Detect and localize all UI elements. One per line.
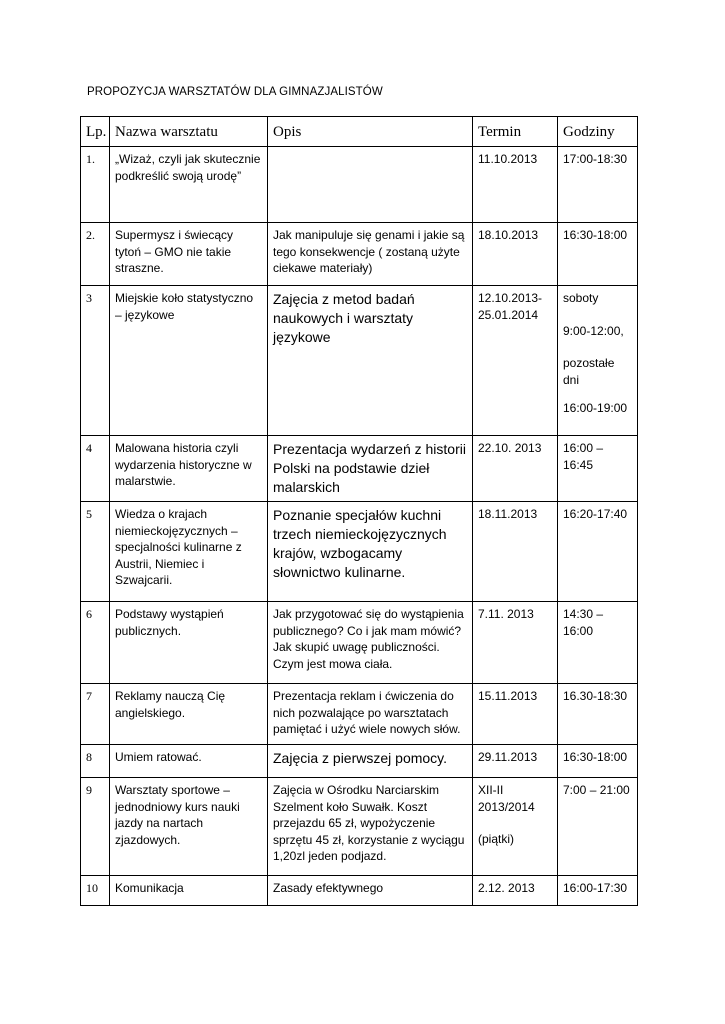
workshops-table — [80, 116, 638, 906]
workshop-hours: 14:30 – 16:00 — [558, 602, 638, 684]
workshop-description — [268, 436, 473, 502]
date-line: (piątki) — [478, 832, 515, 846]
date-line: XII-II 2013/2014 — [478, 783, 535, 814]
hours-line: soboty — [563, 291, 599, 305]
workshop-name: Wiedza o krajach niemieckojęzycznych – specjalności kulinarne z Austrii, Niemiec i Szwajcarii. — [110, 502, 268, 602]
table-row — [81, 286, 638, 436]
header-name: Nazwa warsztatu — [110, 117, 268, 147]
workshop-hours: 16:00 – 16:45 — [558, 436, 638, 502]
workshop-date: 18.10.2013 — [473, 223, 558, 286]
workshop-description: Prezentacja reklam i ćwiczenia do nich pozwalające po warsztatach pamiętać i użyć wiele nowych słów. — [268, 684, 473, 745]
workshop-name: Malowana historia czyli wydarzenia historyczne w malarstwie. — [110, 436, 268, 502]
workshop-name: Umiem ratować. — [110, 745, 268, 778]
workshop-description-text: Prezentacja wydarzeń z historii Polski na podstawie dzieł malarskich — [273, 441, 466, 495]
workshop-description-text: Poznanie specjałów kuchni trzech niemieckojęzycznych krajów, wzbogacamy słownictwo kulinarne. — [273, 507, 447, 580]
workshop-hours: 16:30-18:00 — [558, 223, 638, 286]
hours-line: 16:00-19:00 — [563, 401, 628, 415]
table-row — [81, 602, 638, 684]
workshop-description: Jak przygotować się do wystąpienia publicznego? Co i jak mam mówić? Jak skupić uwagę publiczności. Czym jest mowa ciała. — [268, 602, 473, 684]
workshop-hours: 17:00-18:30 — [558, 147, 638, 223]
header-date: Termin — [473, 117, 558, 147]
workshop-hours: 16:20-17:40 — [558, 502, 638, 602]
workshop-hours: 16.30-18:30 — [558, 684, 638, 745]
hours-line: pozostałe dni — [563, 356, 615, 387]
hours-line: 9:00-12:00, — [563, 323, 624, 338]
table-row — [81, 876, 638, 906]
table-header-row — [81, 117, 638, 147]
workshop-date: 18.11.2013 — [473, 502, 558, 602]
table-row — [81, 223, 638, 286]
table-row — [81, 778, 638, 876]
row-number: 6 — [81, 602, 110, 684]
workshop-description-text: Zajęcia z pierwszej pomocy. — [273, 750, 448, 766]
workshop-date: 2.12. 2013 — [473, 876, 558, 906]
workshop-date: 11.10.2013 — [473, 147, 558, 223]
workshop-name: Supermysz i świecący tytoń – GMO nie takie straszne. — [110, 223, 268, 286]
header-description: Opis — [268, 117, 473, 147]
workshop-name: „Wizaż, czyli jak skutecznie podkreślić swoją urodę” — [110, 147, 268, 223]
row-number: 2. — [81, 223, 110, 286]
workshop-hours: 16:00-17:30 — [558, 876, 638, 906]
workshop-date — [473, 778, 558, 876]
workshop-name: Reklamy nauczą Cię angielskiego. — [110, 684, 268, 745]
workshop-description — [268, 147, 473, 223]
table-row — [81, 745, 638, 778]
workshop-name: Warsztaty sportowe – jednodniowy kurs nauki jazdy na nartach zjazdowych. — [110, 778, 268, 876]
workshop-date: 12.10.2013-25.01.2014 — [473, 286, 558, 436]
workshop-name: Miejskie koło statystyczno – językowe — [110, 286, 268, 436]
workshop-name: Komunikacja — [110, 876, 268, 906]
table-row — [81, 502, 638, 602]
row-number: 10 — [81, 876, 110, 906]
workshop-date: 29.11.2013 — [473, 745, 558, 778]
workshop-date: 7.11. 2013 — [473, 602, 558, 684]
header-lp: Lp. — [81, 117, 110, 147]
document-title: PROPOZYCJA WARSZTATÓW DLA GIMNAZJALISTÓW — [87, 86, 383, 98]
workshop-description: Zajęcia w Ośrodku Narciarskim Szelment koło Suwałk. Koszt przejazdu 65 zł, wypożyczenie sprzętu 45 zł, korzystanie z wyciągu 1,20zl jeden podjazd. — [268, 778, 473, 876]
table-row — [81, 684, 638, 745]
header-hours: Godziny — [558, 117, 638, 147]
workshop-date: 22.10. 2013 — [473, 436, 558, 502]
table-row — [81, 436, 638, 502]
row-number: 3 — [81, 286, 110, 436]
workshop-description — [268, 745, 473, 778]
table-row — [81, 147, 638, 223]
workshop-description — [268, 502, 473, 602]
workshop-description — [268, 286, 473, 436]
workshop-name: Podstawy wystąpień publicznych. — [110, 602, 268, 684]
workshop-description-text: Zajęcia z metod badań naukowych i warsztaty językowe — [273, 291, 415, 345]
row-number: 9 — [81, 778, 110, 876]
row-number: 8 — [81, 745, 110, 778]
workshop-description: Zasady efektywnego — [268, 876, 473, 906]
workshop-hours: 16:30-18:00 — [558, 745, 638, 778]
row-number: 5 — [81, 502, 110, 602]
row-number: 1. — [81, 147, 110, 223]
row-number: 4 — [81, 436, 110, 502]
workshop-date: 15.11.2013 — [473, 684, 558, 745]
workshop-hours — [558, 286, 638, 436]
row-number: 7 — [81, 684, 110, 745]
workshop-hours: 7:00 – 21:00 — [558, 778, 638, 876]
workshop-description: Jak manipuluje się genami i jakie są tego konsekwencje ( zostaną użyte ciekawe materiały) — [268, 223, 473, 286]
